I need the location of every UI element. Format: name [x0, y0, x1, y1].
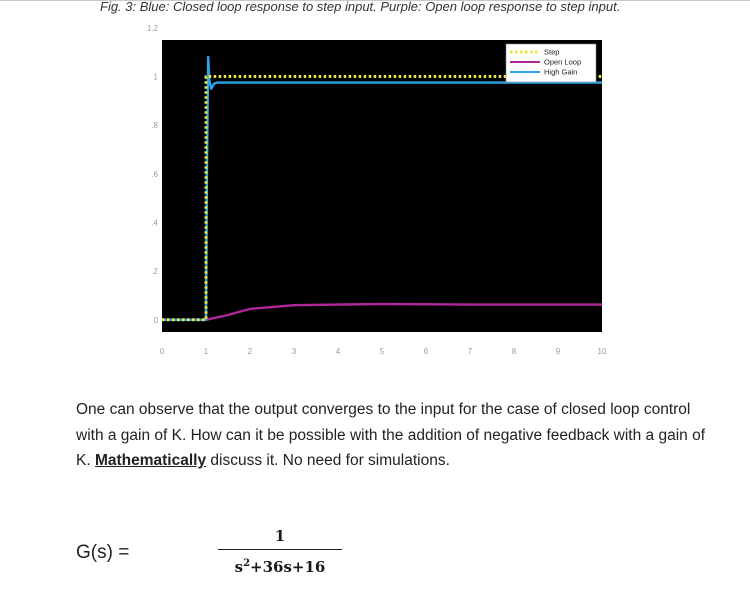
x-tick-label: 2 — [247, 347, 253, 356]
step-response-chart — [0, 23, 750, 360]
y-tick-label: .4 — [151, 218, 158, 228]
x-axis-ticks — [160, 347, 607, 356]
paragraph-emphasis: Mathematically — [94, 452, 207, 469]
figure-caption: Fig. 3: Blue: Closed loop response to step input. Purple: Open loop response to step input. — [100, 0, 621, 14]
x-tick-label: 1 — [203, 347, 209, 356]
fraction-bar — [218, 549, 342, 550]
y-tick-label: 1.2 — [146, 23, 158, 33]
legend-label-open-loop: Open Loop — [544, 57, 582, 67]
legend-label-high-gain: High Gain — [544, 67, 578, 77]
denominator-exponent: 2 — [243, 558, 251, 569]
formula-numerator: 1 — [274, 527, 286, 545]
y-tick-label: .2 — [151, 267, 158, 277]
y-tick-label: .8 — [151, 121, 158, 131]
x-tick-label: 6 — [423, 347, 429, 356]
transfer-function — [76, 525, 376, 585]
y-tick-label: .6 — [151, 169, 158, 179]
x-tick-label: 4 — [335, 347, 341, 356]
denominator-rest: +36s+16 — [250, 558, 326, 576]
discussion-paragraph — [76, 397, 716, 474]
formula-fraction — [218, 525, 342, 578]
x-tick-label: 10 — [597, 347, 607, 356]
y-axis-ticks — [147, 24, 159, 325]
plot-area — [162, 40, 602, 332]
legend-label-step: Step — [544, 47, 560, 57]
formula-lhs: G(s) = — [76, 542, 130, 563]
x-tick-label: 7 — [467, 347, 473, 356]
x-tick-label: 9 — [555, 347, 561, 356]
y-tick-label: 0 — [153, 315, 158, 325]
x-tick-label: 8 — [511, 347, 517, 356]
paragraph-text-before: One can observe that the output converges to the input for the case of closed loop control with a gain of K. How can it be possible with the addition of negative feedback with a gain of K. — [76, 401, 705, 469]
x-tick-label: 5 — [379, 347, 385, 356]
legend — [506, 44, 596, 82]
y-tick-label: 1 — [153, 72, 158, 82]
x-tick-label: 3 — [291, 347, 297, 356]
formula-denominator — [218, 553, 342, 578]
paragraph-text-after: discuss it. No need for simulations. — [206, 452, 450, 469]
denominator-base: s — [234, 558, 244, 576]
x-tick-label: 0 — [159, 347, 165, 356]
